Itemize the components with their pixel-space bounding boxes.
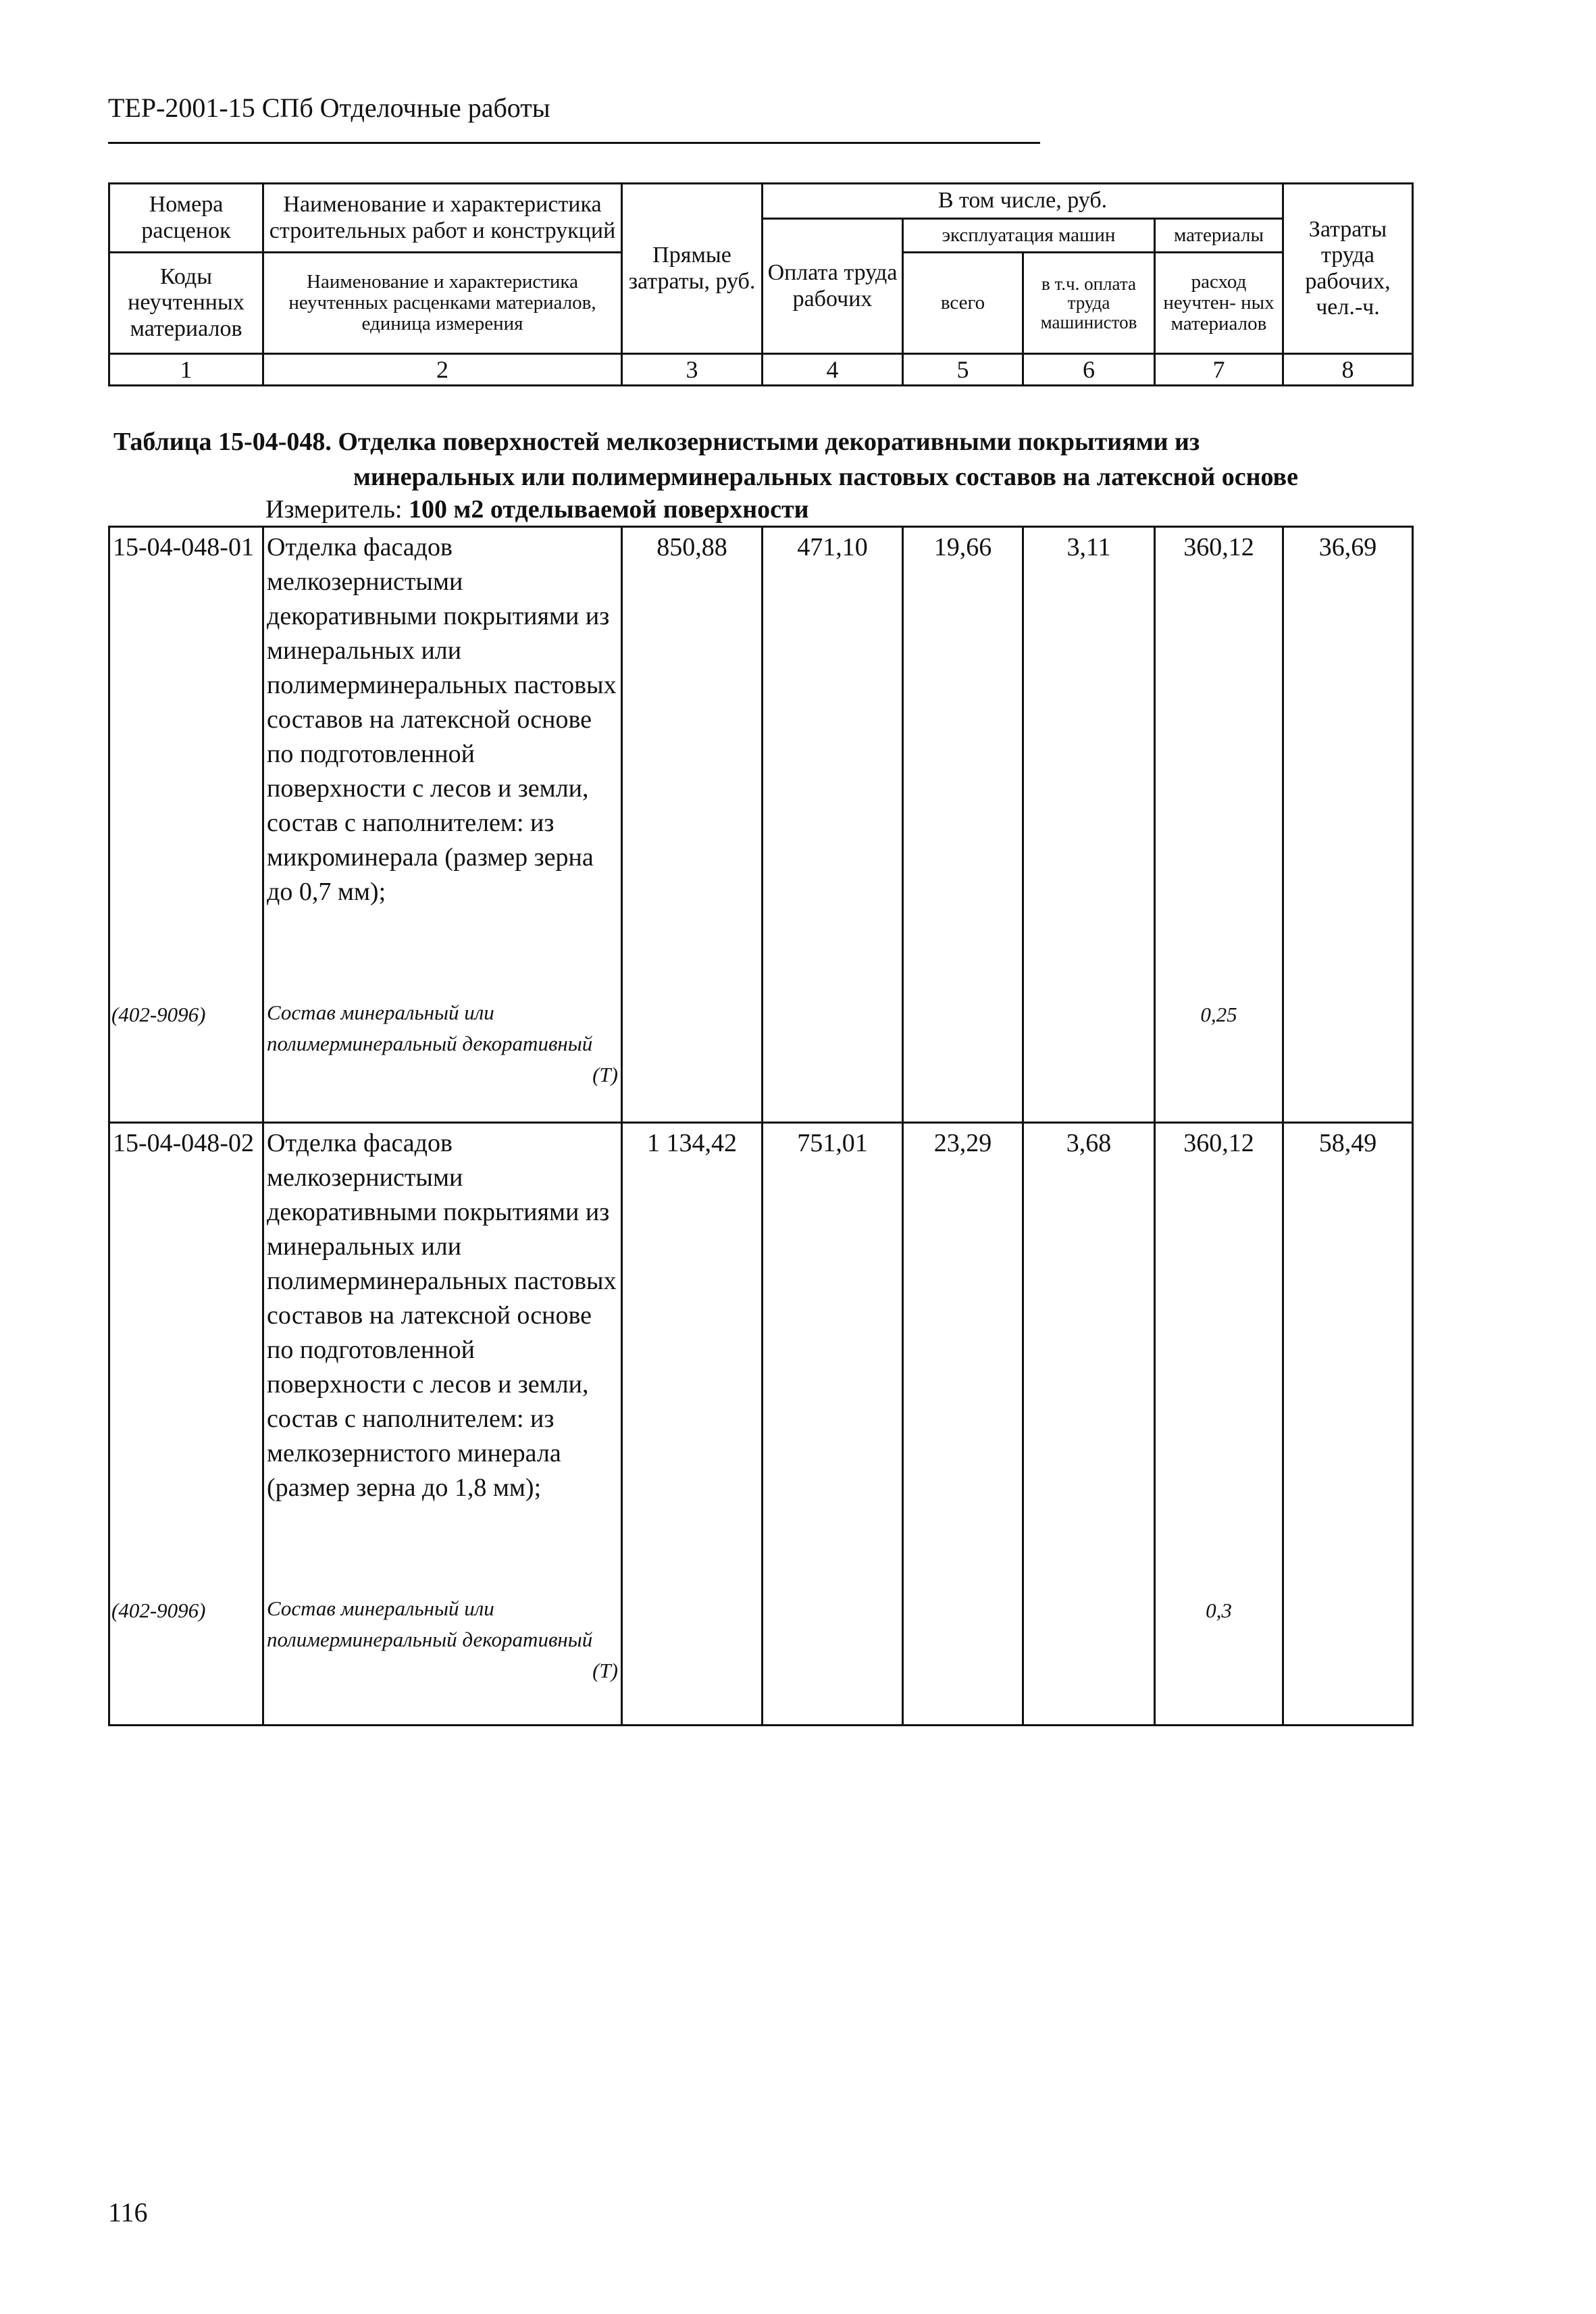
header-materials-group: материалы xyxy=(1155,219,1283,253)
rates-table xyxy=(108,526,1414,1726)
running-header: ТЕР-2001-15 СПб Отделочные работы xyxy=(108,93,550,123)
material-row xyxy=(109,995,1413,1123)
empty-cell xyxy=(622,1590,763,1726)
column-number: 2 xyxy=(263,354,622,386)
header-rate-numbers: Номера расценок xyxy=(109,184,263,253)
machinists-pay: 3,11 xyxy=(1023,527,1155,995)
machinists-pay: 3,68 xyxy=(1023,1123,1155,1590)
direct-costs: 1 134,42 xyxy=(622,1123,763,1590)
header-material-codes: Коды неучтенных материалов xyxy=(109,253,263,354)
header-machines-group: эксплуатация машин xyxy=(903,219,1155,253)
header-machines-total: всего xyxy=(903,253,1023,354)
material-description xyxy=(263,1590,622,1726)
measure-unit xyxy=(265,495,809,524)
material-code: (402-9096) xyxy=(109,995,263,1123)
material-unit: (Т) xyxy=(592,1658,618,1682)
header-material-name: Наименование и характеристика неучтенных расценками материалов, единица измерения xyxy=(263,253,622,354)
measure-label: Измеритель: xyxy=(265,495,403,524)
material-description xyxy=(263,995,622,1123)
machines-total: 23,29 xyxy=(903,1123,1023,1590)
labor-pay: 471,10 xyxy=(763,527,903,995)
machines-total: 19,66 xyxy=(903,527,1023,995)
rate-code: 15-04-048-01 xyxy=(109,527,263,995)
header-rule xyxy=(108,142,1040,144)
labor-hours: 58,49 xyxy=(1283,1123,1413,1590)
column-number: 8 xyxy=(1283,354,1413,386)
rate-description: Отделка фасадов мелкозернистыми декоративными покрытиями из минеральных или полимерминеральных пастовых составов на латексной основе по подготовленной поверхности с лесов и земли, состав с наполнителем: из мелкозернистого минерала (размер зерна до 1,8 мм); xyxy=(263,1123,622,1590)
empty-cell xyxy=(903,1590,1023,1726)
empty-cell xyxy=(622,995,763,1123)
empty-cell xyxy=(1023,995,1155,1123)
rate-code: 15-04-048-02 xyxy=(109,1123,263,1590)
column-header-table xyxy=(108,182,1414,386)
header-material-consumption: расход неучтен- ных материалов xyxy=(1155,253,1283,354)
table-title-line1: Таблица 15-04-048. Отделка поверхностей мелкозернистыми декоративными покрытиями из xyxy=(113,428,1200,456)
labor-pay: 751,01 xyxy=(763,1123,903,1590)
measure-value: 100 м2 отделываемой поверхности xyxy=(409,495,809,524)
rate-description: Отделка фасадов мелкозернистыми декоративными покрытиями из минеральных или полимерминеральных пастовых составов на латексной основе по подготовленной поверхности с лесов и земли, состав с наполнителем: из микроминерала (размер зерна до 0,7 мм); xyxy=(263,527,622,995)
materials-cost: 360,12 xyxy=(1155,1123,1283,1590)
direct-costs: 850,88 xyxy=(622,527,763,995)
empty-cell xyxy=(903,995,1023,1123)
table-title-line2: минеральных или полимерминеральных пастовых составов на латексной основе xyxy=(353,463,1298,491)
material-code: (402-9096) xyxy=(109,1590,263,1726)
material-name: Состав минеральный или полимерминеральный декоративный xyxy=(267,1596,593,1651)
empty-cell xyxy=(1283,995,1413,1123)
column-number: 1 xyxy=(109,354,263,386)
material-unit: (Т) xyxy=(592,1062,618,1086)
labor-hours: 36,69 xyxy=(1283,527,1413,995)
empty-cell xyxy=(1283,1590,1413,1726)
column-number: 3 xyxy=(622,354,763,386)
materials-cost: 360,12 xyxy=(1155,527,1283,995)
header-labor-hours: Затраты труда рабочих, чел.-ч. xyxy=(1283,184,1413,354)
header-work-name: Наименование и характеристика строительных работ и конструкций xyxy=(263,184,622,253)
rate-row xyxy=(109,527,1413,995)
table-title xyxy=(113,424,1397,495)
empty-cell xyxy=(763,1590,903,1726)
column-number: 7 xyxy=(1155,354,1283,386)
header-direct-costs: Прямые затраты, руб. xyxy=(622,184,763,354)
header-machinists-pay: в т.ч. оплата труда машинистов xyxy=(1023,253,1155,354)
material-name: Состав минеральный или полимерминеральный декоративный xyxy=(267,1000,593,1055)
page-number: 116 xyxy=(108,2197,148,2228)
material-row xyxy=(109,1590,1413,1726)
header-including-group: В том числе, руб. xyxy=(763,184,1283,219)
empty-cell xyxy=(1023,1590,1155,1726)
material-norm: 0,3 xyxy=(1155,1590,1283,1726)
material-norm: 0,25 xyxy=(1155,995,1283,1123)
column-number: 5 xyxy=(903,354,1023,386)
column-number: 6 xyxy=(1023,354,1155,386)
header-labor-pay: Оплата труда рабочих xyxy=(763,219,903,354)
column-number: 4 xyxy=(763,354,903,386)
rate-row xyxy=(109,1123,1413,1590)
empty-cell xyxy=(763,995,903,1123)
